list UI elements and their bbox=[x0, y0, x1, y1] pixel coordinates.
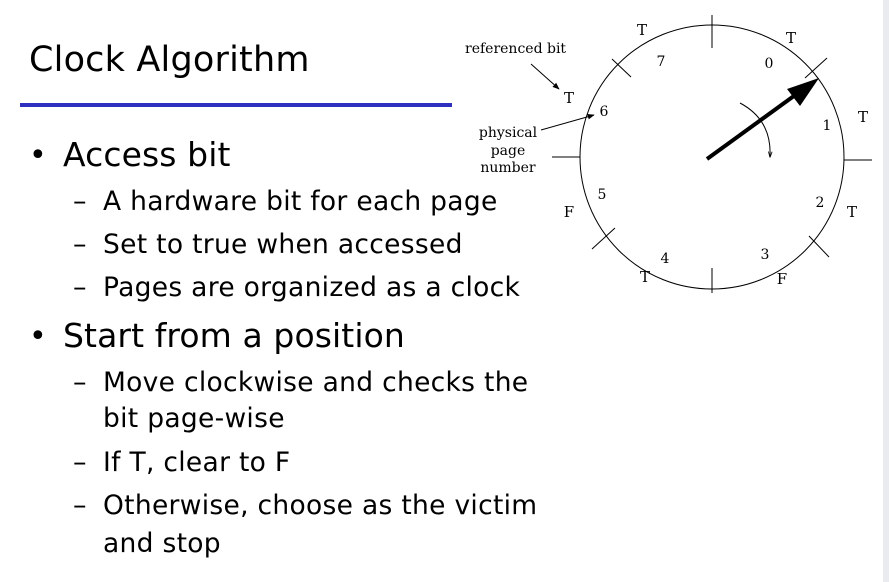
page-number-4: 4 bbox=[660, 251, 670, 267]
page-number-6: 6 bbox=[599, 104, 609, 120]
sub-bullet-hardware-bit: A hardware bit for each page bbox=[103, 186, 498, 217]
sub-bullet-marker: – bbox=[73, 272, 87, 303]
ref-bit-page-2: T bbox=[846, 203, 858, 221]
ref-bit-page-1: T bbox=[857, 108, 869, 126]
physical-page-number-label bbox=[479, 125, 538, 176]
sub-bullet-set-true: Set to true when accessed bbox=[103, 229, 463, 260]
page-number-7: 7 bbox=[656, 54, 666, 70]
sub-bullet-marker: – bbox=[73, 447, 87, 478]
ref-bit-page-5: F bbox=[563, 203, 575, 221]
clock-diagram bbox=[455, 14, 889, 304]
ref-bit-page-7: T bbox=[636, 21, 648, 39]
page-number-5: 5 bbox=[597, 187, 607, 203]
bullet-start-position: Start from a position bbox=[63, 316, 405, 355]
sub-bullet-move-clockwise-line1: Move clockwise and checks the bbox=[103, 367, 529, 398]
sub-bullet-otherwise-line1: Otherwise, choose as the victim bbox=[103, 490, 538, 521]
slide-title: Clock Algorithm bbox=[29, 40, 310, 80]
sub-bullet-marker: – bbox=[73, 367, 87, 398]
ref-bit-page-0: T bbox=[785, 29, 797, 47]
physical-page-number-arrow bbox=[541, 115, 594, 130]
ref-bit-page-4: T bbox=[639, 268, 651, 286]
referenced-bit-label: referenced bit bbox=[465, 41, 567, 57]
sub-bullet-marker: – bbox=[73, 186, 87, 217]
physical-page-number-line2: page bbox=[490, 143, 526, 159]
bullet-access-bit: Access bit bbox=[63, 135, 231, 174]
sub-bullet-otherwise-line2: and stop bbox=[103, 528, 221, 559]
physical-page-number-line3: number bbox=[480, 160, 536, 176]
referenced-bit-arrow bbox=[531, 64, 559, 89]
sub-bullet-organized-clock: Pages are organized as a clock bbox=[103, 272, 521, 303]
physical-page-number-line1: physical bbox=[478, 125, 538, 141]
bullet-marker: • bbox=[29, 319, 47, 354]
sub-bullet-if-t: If T, clear to F bbox=[103, 447, 291, 478]
clock-tick bbox=[592, 228, 615, 249]
ref-bit-page-3: F bbox=[776, 270, 788, 288]
clock-hand-arrowhead bbox=[787, 78, 819, 106]
sub-bullet-marker: – bbox=[73, 229, 87, 260]
page-number-0: 0 bbox=[764, 56, 774, 72]
sub-bullet-marker: – bbox=[73, 490, 87, 521]
clock-tick bbox=[809, 236, 829, 257]
page-number-2: 2 bbox=[815, 195, 825, 211]
sub-bullet-move-clockwise-line2: bit page-wise bbox=[103, 403, 285, 434]
page-number-1: 1 bbox=[822, 118, 832, 134]
bullet-marker: • bbox=[29, 138, 47, 173]
ref-bit-page-6: T bbox=[563, 89, 575, 107]
page-number-3: 3 bbox=[760, 247, 770, 263]
clock-hand bbox=[707, 93, 798, 159]
